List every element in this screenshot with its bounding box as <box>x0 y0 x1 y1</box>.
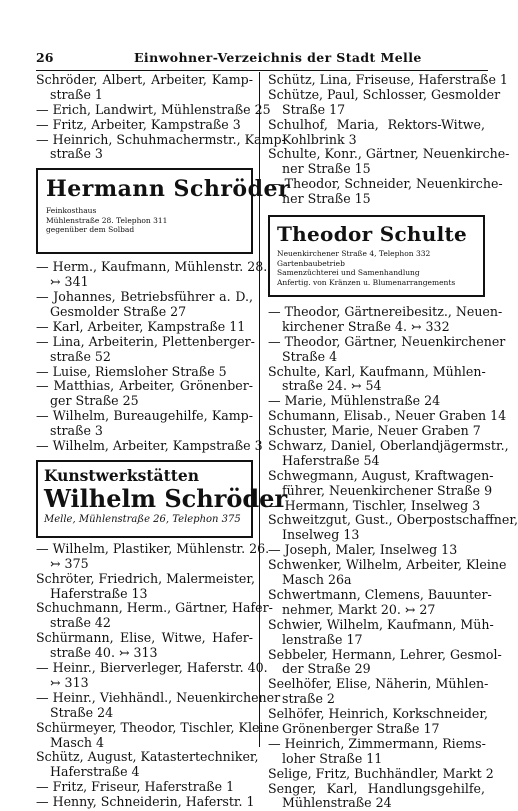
entry-line: Schürmeyer, Theodor, Tischler, Kleine <box>36 719 280 735</box>
ad-line: gegenüber dem Solbad <box>46 225 135 235</box>
entry-line: — Wilhelm, Bureaugehilfe, Kamp- <box>36 408 253 424</box>
entry-line: Haferstraße 54 <box>282 452 380 468</box>
entry-line: Masch 4 <box>50 734 105 750</box>
entry-line: Selige, Fritz, Buchhändler, Markt 2 <box>268 765 494 781</box>
entry-line: — Henny, Schneiderin, Haferstr. 1 <box>36 794 255 810</box>
entry-line: — Matthias, Arbeiter, Grönenber- <box>36 378 253 394</box>
entry-list-left-mid <box>36 259 268 454</box>
entry-line: — Heinrich, Schuhmachermstr., Kamp- <box>36 131 286 147</box>
ad-line: Neuenkirchener Straße 4, Telephon 332 <box>277 249 431 259</box>
entry-line: ner Straße 15 <box>282 161 371 177</box>
entry-line: Masch 26a <box>282 572 352 588</box>
entry-line: Schulhof, Maria, Rektors-Witwe, <box>268 116 485 132</box>
entry-line: — Johannes, Betriebsführer a. D., <box>36 289 253 305</box>
entry-line: Schuster, Marie, Neuer Graben 7 <box>268 423 481 439</box>
entry-line: kirchener Straße 4. ↣ 332 <box>282 318 450 334</box>
entry-line: Selhöfer, Heinrich, Korkschneider, <box>268 706 489 722</box>
entry-line: Schütz, August, Katastertechniker, <box>36 749 259 765</box>
entry-line: ↣ 313 <box>50 674 89 690</box>
entry-line: — Wilhelm, Plastiker, Mühlenstr. 26. <box>36 540 270 556</box>
entry-line: Schwertmann, Clemens, Bauunter- <box>268 586 492 602</box>
entry-line: Schwarz, Daniel, Oberlandjägermstr., <box>268 438 509 454</box>
entry-list-left-bottom <box>36 540 281 810</box>
ad-line: Feinkosthaus <box>46 206 97 216</box>
ad-business-name: Wilhelm Schröder <box>44 483 288 513</box>
entry-line: Kohlbrink 3 <box>282 131 357 147</box>
entry-line: ↣ 375 <box>50 555 89 571</box>
entry-line: straße 1 <box>50 86 103 102</box>
left-column <box>36 72 291 810</box>
ad-line: Samenzüchterei und Samenhandlung <box>277 268 420 278</box>
entry-line: straße 24. ↣ 54 <box>282 378 382 394</box>
entry-line: straße 52 <box>50 348 111 364</box>
entry-line: — Luise, Riemsloher Straße 5 <box>36 363 227 379</box>
entry-line: Schulte, Konr., Gärtner, Neuenkirche- <box>268 146 510 162</box>
entry-line: Grönenberger Straße 17 <box>282 720 440 736</box>
entry-line: ner Straße 15 <box>282 191 371 207</box>
ad-line: Gartenbaubetrieb <box>277 258 345 268</box>
entry-line: Schuchmann, Herm., Gärtner, Hafer- <box>36 600 273 616</box>
ad-business-name: Theodor Schulte <box>277 222 468 247</box>
ad-business-name: Hermann Schröder <box>46 176 291 203</box>
entry-line: straße 40. ↣ 313 <box>50 645 158 661</box>
entry-line: Schütze, Paul, Schlosser, Gesmolder <box>268 86 501 102</box>
entry-line: Schwegmann, August, Kraftwagen- <box>268 467 494 483</box>
entry-line: — Fritz, Arbeiter, Kampstraße 3 <box>36 116 241 132</box>
entry-line: straße 3 <box>50 423 103 439</box>
entry-line: nehmer, Markt 20. ↣ 27 <box>282 601 436 617</box>
entry-line: straße 3 <box>50 146 103 162</box>
header-rule <box>36 70 488 71</box>
entry-line: — Karl, Arbeiter, Kampstraße 11 <box>36 318 246 334</box>
entry-line: Seelhöfer, Elise, Näherin, Mühlen- <box>268 676 489 692</box>
entry-line: straße 2 <box>282 691 335 707</box>
entry-line: — Erich, Landwirt, Mühlenstraße 25 <box>36 101 271 117</box>
column-divider <box>259 72 260 747</box>
entry-line: ger Straße 25 <box>50 393 139 409</box>
entry-line: Schürmann, Elise, Witwe, Hafer- <box>36 630 253 646</box>
entry-line: — Joseph, Maler, Inselweg 13 <box>268 542 458 558</box>
page-number: 26 <box>36 50 54 65</box>
entry-line: — Heinr., Bierverleger, Haferstr. 40. <box>36 660 268 676</box>
entry-line: führer, Neuenkirchener Straße 9 <box>282 482 493 498</box>
page-header <box>36 50 488 66</box>
entry-line: Schwier, Wilhelm, Kaufmann, Müh- <box>268 616 494 632</box>
ad-line: Mühlenstraße 28. Telephon 311 <box>46 215 168 225</box>
entry-line: Schütz, Lina, Friseuse, Haferstraße 1 <box>268 72 508 87</box>
entry-line: loher Straße 11 <box>282 750 383 766</box>
entry-line: ↣ 341 <box>50 274 89 290</box>
advertisement-wilhelm-schroeder <box>36 460 288 538</box>
entry-line: Senger, Karl, Handlungsgehilfe, <box>268 780 485 796</box>
entry-line: Straße 17 <box>282 101 346 117</box>
entry-line: — Herm., Kaufmann, Mühlenstr. 28. <box>36 259 268 275</box>
entry-line: Haferstraße 4 <box>50 764 140 780</box>
entry-line: Haferstraße 13 <box>50 585 148 601</box>
entry-line: — Hermann, Tischler, Inselweg 3 <box>268 497 481 513</box>
ad-business-type: Kunstwerkstätten <box>44 465 200 485</box>
entry-line: Straße 4 <box>282 348 338 364</box>
entry-line: Mühlenstraße 24 <box>282 795 392 811</box>
entry-line: der Straße 29 <box>282 661 371 677</box>
entry-line: Sebbeler, Hermann, Lehrer, Gesmol- <box>268 646 502 662</box>
entry-line: Schröter, Friedrich, Malermeister, <box>36 570 256 586</box>
entry-line: — Marie, Mühlenstraße 24 <box>268 393 441 409</box>
entry-line: Inselweg 13 <box>282 527 360 543</box>
entry-line: Straße 24 <box>50 704 114 720</box>
page-title: Einwohner-Verzeichnis der Stadt Melle <box>134 50 422 65</box>
ad-line: Anfertig. von Kränzen u. Blumenarrangements <box>277 277 456 287</box>
entry-line: — Theodor, Gärtnereibesitz., Neuen- <box>268 304 503 320</box>
entry-line: — Wilhelm, Arbeiter, Kampstraße 3 <box>36 438 263 454</box>
entry-line: Schulte, Karl, Kaufmann, Mühlen- <box>268 363 486 379</box>
entry-list-left-top <box>36 72 286 162</box>
entry-line: — Fritz, Friseur, Haferstraße 1 <box>36 779 235 795</box>
entry-line: lenstraße 17 <box>282 631 363 647</box>
entry-line: — Theodor, Gärtner, Neuenkirchener <box>268 333 506 349</box>
entry-list-right-bottom <box>268 304 518 811</box>
entry-line: Schröder, Albert, Arbeiter, Kamp- <box>36 72 253 87</box>
entry-line: straße 42 <box>50 615 111 631</box>
entry-list-right-top <box>268 72 510 207</box>
advertisement-hermann-schroeder <box>36 168 291 254</box>
entry-line: — Lina, Arbeiterin, Plettenberger- <box>36 333 255 349</box>
ad-address-line: Melle, Mühlenstraße 26, Telephon 375 <box>44 513 241 525</box>
entry-line: — Heinr., Viehhändl., Neuenkirchener <box>36 689 281 705</box>
right-column <box>268 72 518 811</box>
entry-line: — Theodor, Schneider, Neuenkirche- <box>268 176 503 192</box>
entry-line: Gesmolder Straße 27 <box>50 304 187 320</box>
advertisement-theodor-schulte <box>268 215 485 297</box>
entry-line: Schumann, Elisab., Neuer Graben 14 <box>268 408 507 424</box>
entry-line: — Heinrich, Zimmermann, Riems- <box>268 735 486 751</box>
entry-line: Schweitzgut, Gust., Oberpostschaffner, <box>268 512 518 528</box>
entry-line: Schwenker, Wilhelm, Arbeiter, Kleine <box>268 557 507 573</box>
